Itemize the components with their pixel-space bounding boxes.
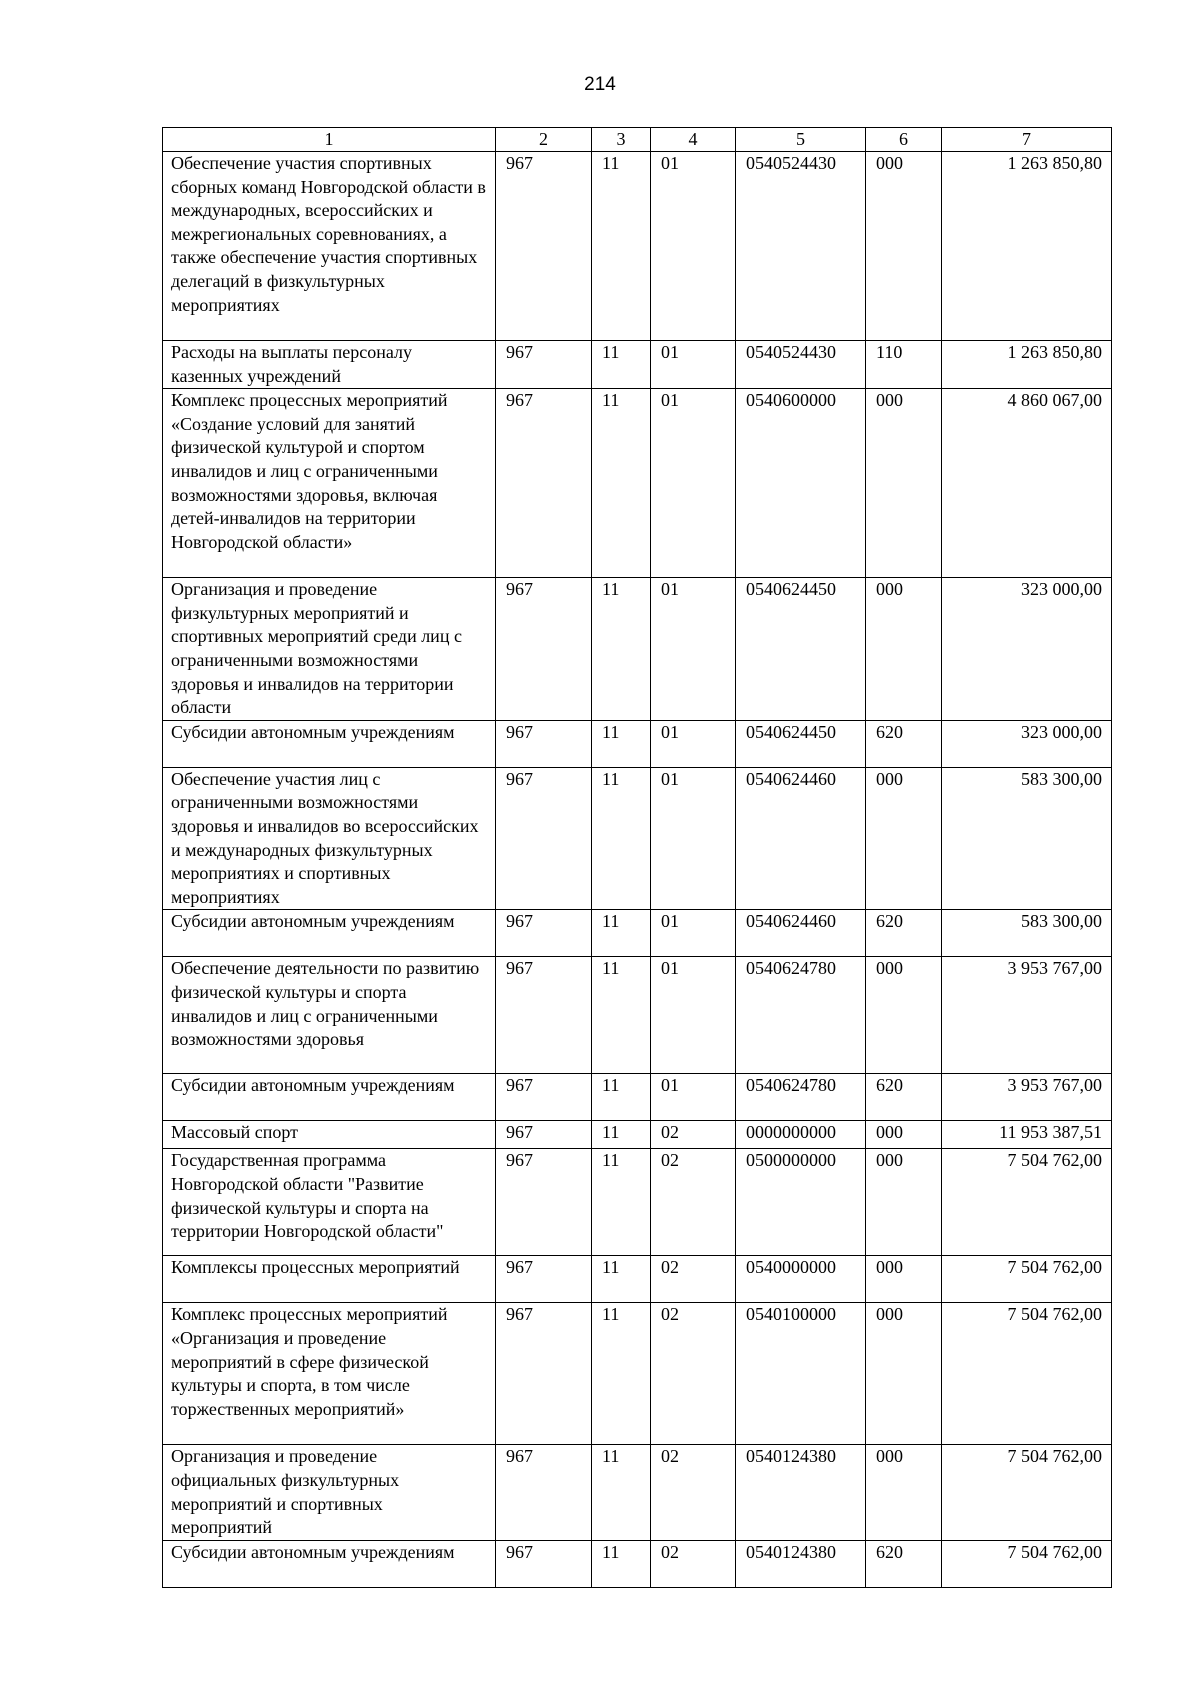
cell-subsection-code: 01: [651, 152, 736, 341]
cell-name: Комплекс процессных мероприятий «Организация и проведение мероприятий в сфере физической культуры и спорта, в том числе торжественных мероприятий»: [163, 1303, 496, 1445]
cell-target-article: 0540524430: [736, 152, 866, 341]
cell-subsection-code: 01: [651, 957, 736, 1074]
cell-expense-type: 620: [866, 910, 942, 957]
table-row: [163, 1149, 1112, 1256]
cell-name: Массовый спорт: [163, 1121, 496, 1149]
cell-target-article: 0000000000: [736, 1121, 866, 1149]
cell-subsection-code: 02: [651, 1256, 736, 1303]
cell-section-code: 11: [592, 152, 651, 341]
cell-amount: 323 000,00: [942, 578, 1112, 721]
cell-grbs-code: 967: [496, 957, 592, 1074]
cell-subsection-code: 02: [651, 1445, 736, 1540]
cell-amount: 583 300,00: [942, 910, 1112, 957]
cell-expense-type: 000: [866, 578, 942, 721]
column-header: 4: [651, 128, 736, 152]
column-header: 7: [942, 128, 1112, 152]
cell-expense-type: 000: [866, 767, 942, 910]
cell-subsection-code: 01: [651, 389, 736, 578]
cell-name: Государственная программа Новгородской области "Развитие физической культуры и спорта на территории Новгородской области": [163, 1149, 496, 1256]
cell-target-article: 0540624780: [736, 1074, 866, 1121]
cell-name: Организация и проведение физкультурных мероприятий и спортивных мероприятий среди лиц с ограниченными возможностями здоровья и инвалидов на территории области: [163, 578, 496, 721]
table-row: [163, 1540, 1112, 1587]
cell-expense-type: 620: [866, 1074, 942, 1121]
cell-amount: 1 263 850,80: [942, 341, 1112, 389]
cell-target-article: 0540000000: [736, 1256, 866, 1303]
cell-section-code: 11: [592, 1303, 651, 1445]
cell-grbs-code: 967: [496, 1256, 592, 1303]
cell-subsection-code: 01: [651, 1074, 736, 1121]
cell-expense-type: 000: [866, 152, 942, 341]
cell-expense-type: 000: [866, 1121, 942, 1149]
cell-target-article: 0540624460: [736, 767, 866, 910]
cell-amount: 7 504 762,00: [942, 1540, 1112, 1587]
table-row: [163, 720, 1112, 767]
table-row: [163, 389, 1112, 578]
cell-grbs-code: 967: [496, 152, 592, 341]
cell-expense-type: 000: [866, 957, 942, 1074]
cell-section-code: 11: [592, 1445, 651, 1540]
cell-subsection-code: 01: [651, 341, 736, 389]
cell-amount: 1 263 850,80: [942, 152, 1112, 341]
cell-target-article: 0540624780: [736, 957, 866, 1074]
cell-grbs-code: 967: [496, 1074, 592, 1121]
cell-name: Субсидии автономным учреждениям: [163, 720, 496, 767]
table-row: [163, 957, 1112, 1074]
cell-section-code: 11: [592, 1074, 651, 1121]
cell-section-code: 11: [592, 1149, 651, 1256]
cell-target-article: 0540600000: [736, 389, 866, 578]
column-header: 3: [592, 128, 651, 152]
cell-section-code: 11: [592, 341, 651, 389]
cell-section-code: 11: [592, 578, 651, 721]
cell-section-code: 11: [592, 767, 651, 910]
cell-amount: 323 000,00: [942, 720, 1112, 767]
cell-name: Комплекс процессных мероприятий «Создание условий для занятий физической культурой и спортом инвалидов и лиц с ограниченными возможностями здоровья, включая детей-инвалидов на территории Новгородской области»: [163, 389, 496, 578]
cell-amount: 7 504 762,00: [942, 1303, 1112, 1445]
budget-table: [162, 127, 1112, 1588]
cell-name: Комплексы процессных мероприятий: [163, 1256, 496, 1303]
cell-section-code: 11: [592, 1121, 651, 1149]
cell-target-article: 0540624450: [736, 578, 866, 721]
table-body: [163, 152, 1112, 1588]
cell-section-code: 11: [592, 1256, 651, 1303]
cell-subsection-code: 01: [651, 578, 736, 721]
cell-expense-type: 000: [866, 1303, 942, 1445]
cell-name: Расходы на выплаты персоналу казенных учреждений: [163, 341, 496, 389]
cell-subsection-code: 01: [651, 720, 736, 767]
cell-name: Обеспечение участия спортивных сборных команд Новгородской области в международных, всероссийских и межрегиональных соревнованиях, а также обеспечение участия спортивных делегаций в физкультурных мероприятиях: [163, 152, 496, 341]
cell-expense-type: 620: [866, 720, 942, 767]
page-number: 214: [584, 74, 616, 95]
cell-target-article: 0540124380: [736, 1445, 866, 1540]
cell-grbs-code: 967: [496, 389, 592, 578]
cell-expense-type: 000: [866, 1149, 942, 1256]
cell-name: Субсидии автономным учреждениям: [163, 910, 496, 957]
cell-grbs-code: 967: [496, 767, 592, 910]
table-row: [163, 1121, 1112, 1149]
cell-amount: 11 953 387,51: [942, 1121, 1112, 1149]
cell-section-code: 11: [592, 910, 651, 957]
column-header: 5: [736, 128, 866, 152]
cell-section-code: 11: [592, 720, 651, 767]
cell-target-article: 0500000000: [736, 1149, 866, 1256]
cell-grbs-code: 967: [496, 910, 592, 957]
cell-target-article: 0540124380: [736, 1540, 866, 1587]
cell-expense-type: 000: [866, 1445, 942, 1540]
cell-target-article: 0540624450: [736, 720, 866, 767]
cell-name: Обеспечение деятельности по развитию физической культуры и спорта инвалидов и лиц с ограниченными возможностями здоровья: [163, 957, 496, 1074]
table-row: [163, 578, 1112, 721]
table-row: [163, 1256, 1112, 1303]
cell-grbs-code: 967: [496, 1540, 592, 1587]
cell-subsection-code: 01: [651, 767, 736, 910]
cell-target-article: 0540524430: [736, 341, 866, 389]
cell-name: Субсидии автономным учреждениям: [163, 1540, 496, 1587]
cell-expense-type: 110: [866, 341, 942, 389]
cell-subsection-code: 01: [651, 910, 736, 957]
column-header: 2: [496, 128, 592, 152]
cell-expense-type: 000: [866, 1256, 942, 1303]
cell-grbs-code: 967: [496, 1445, 592, 1540]
table-row: [163, 1303, 1112, 1445]
cell-amount: 3 953 767,00: [942, 1074, 1112, 1121]
cell-grbs-code: 967: [496, 1303, 592, 1445]
table-row: [163, 152, 1112, 341]
cell-expense-type: 620: [866, 1540, 942, 1587]
cell-grbs-code: 967: [496, 720, 592, 767]
table-row: [163, 1074, 1112, 1121]
cell-amount: 7 504 762,00: [942, 1256, 1112, 1303]
cell-amount: 7 504 762,00: [942, 1445, 1112, 1540]
column-header: 1: [163, 128, 496, 152]
cell-subsection-code: 02: [651, 1540, 736, 1587]
cell-name: Организация и проведение официальных физкультурных мероприятий и спортивных мероприятий: [163, 1445, 496, 1540]
cell-subsection-code: 02: [651, 1121, 736, 1149]
cell-amount: 3 953 767,00: [942, 957, 1112, 1074]
cell-grbs-code: 967: [496, 1149, 592, 1256]
table-row: [163, 341, 1112, 389]
cell-section-code: 11: [592, 1540, 651, 1587]
cell-grbs-code: 967: [496, 578, 592, 721]
cell-name: Обеспечение участия лиц с ограниченными возможностями здоровья и инвалидов во всероссийских и международных физкультурных мероприятиях и спортивных мероприятиях: [163, 767, 496, 910]
cell-amount: 4 860 067,00: [942, 389, 1112, 578]
table-row: [163, 767, 1112, 910]
cell-name: Субсидии автономным учреждениям: [163, 1074, 496, 1121]
column-header: 6: [866, 128, 942, 152]
cell-section-code: 11: [592, 389, 651, 578]
cell-amount: 7 504 762,00: [942, 1149, 1112, 1256]
cell-grbs-code: 967: [496, 341, 592, 389]
cell-expense-type: 000: [866, 389, 942, 578]
cell-target-article: 0540624460: [736, 910, 866, 957]
table-row: [163, 910, 1112, 957]
table-header-row: [163, 128, 1112, 152]
cell-grbs-code: 967: [496, 1121, 592, 1149]
cell-subsection-code: 02: [651, 1149, 736, 1256]
cell-target-article: 0540100000: [736, 1303, 866, 1445]
cell-amount: 583 300,00: [942, 767, 1112, 910]
cell-subsection-code: 02: [651, 1303, 736, 1445]
cell-section-code: 11: [592, 957, 651, 1074]
table-row: [163, 1445, 1112, 1540]
